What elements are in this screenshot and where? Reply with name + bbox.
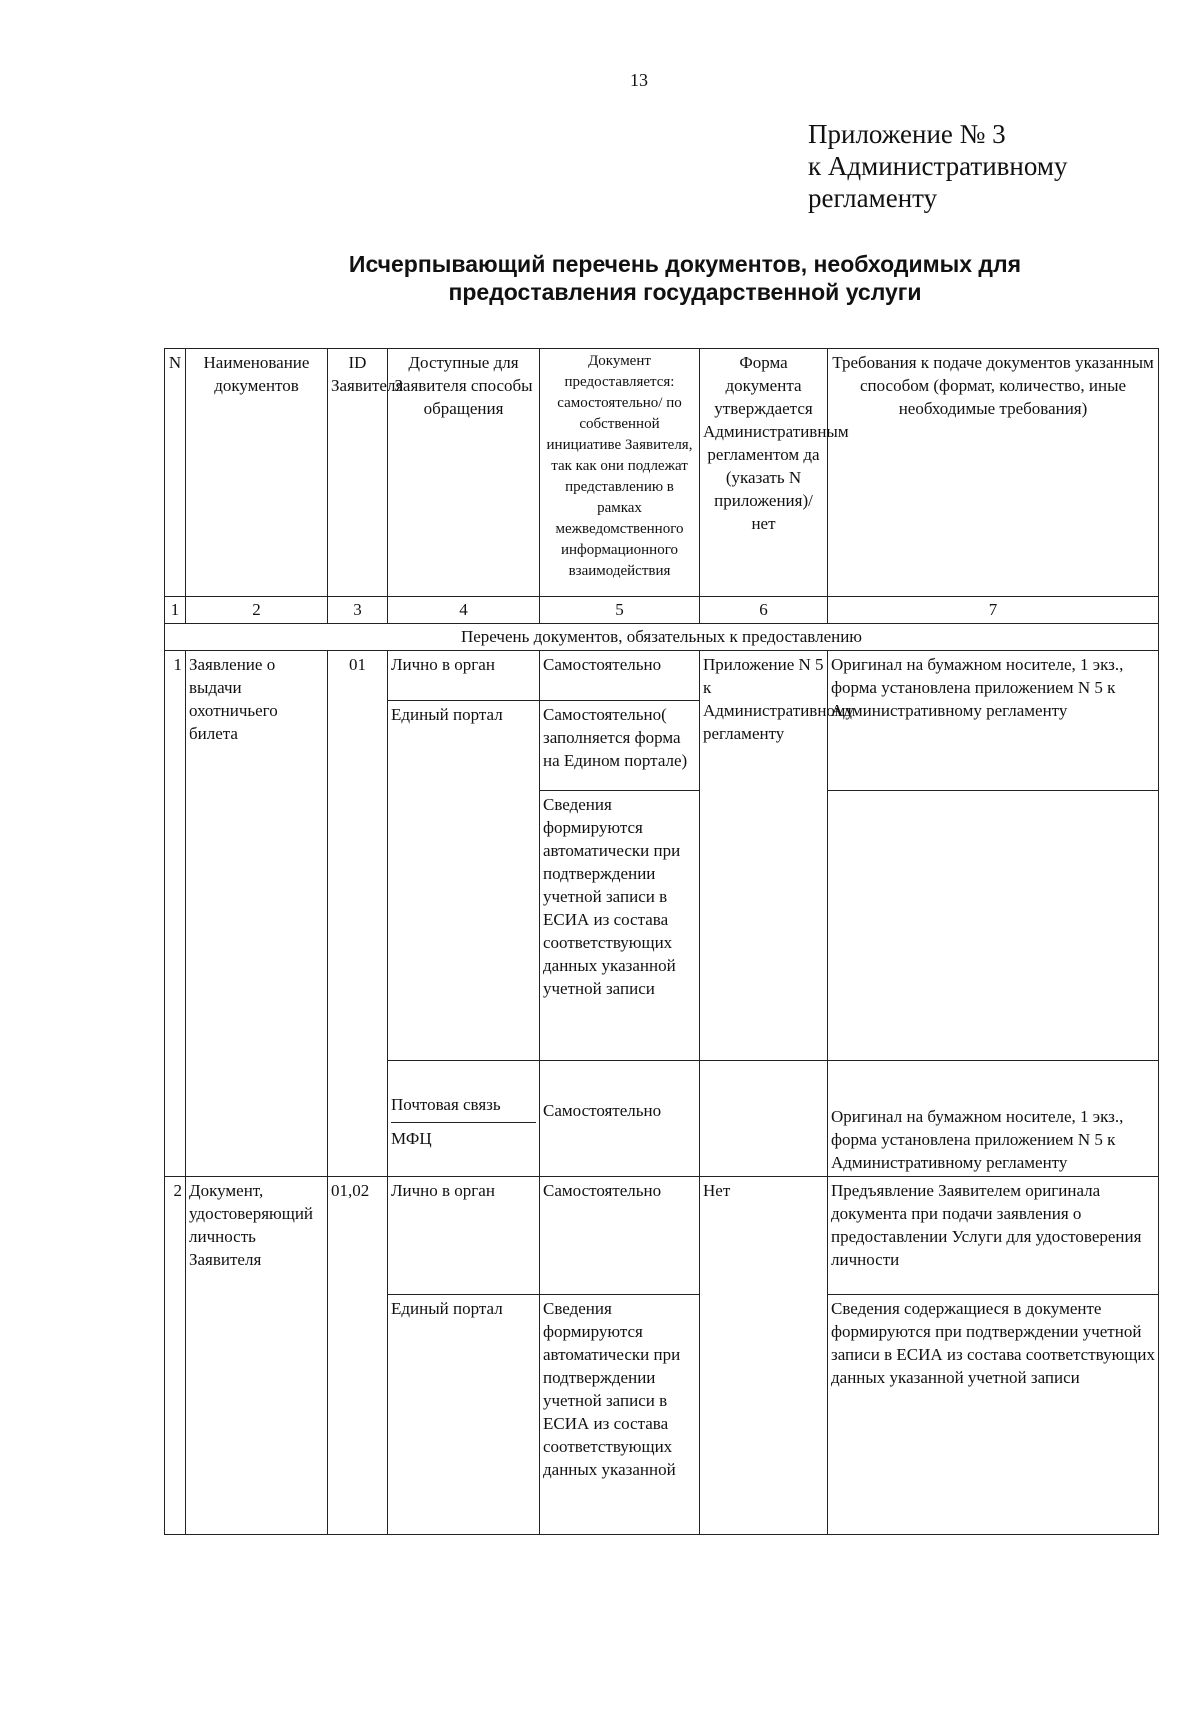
document-name: Заявление о выдачи охотничьего билета xyxy=(186,651,328,1177)
col-number: 2 xyxy=(186,597,328,624)
row-number: 2 xyxy=(165,1177,186,1535)
requirements-portal: Сведения содержащиеся в документе формируются при подтверждении учетной записи в ЕСИА из состава соответствующих данных указанной учетной записи xyxy=(828,1295,1159,1535)
source-portal: Сведения формируются автоматически при подтверждении учетной записи в ЕСИА из состава соответствующих данных указанной xyxy=(540,1295,700,1535)
column-number-row xyxy=(165,597,1159,624)
document-name: Документ, удостоверяющий личность Заявителя xyxy=(186,1177,328,1535)
header-requirements: Требования к подаче документов указанным способом (формат, количество, иные необходимые требования) xyxy=(828,349,1159,597)
documents-table xyxy=(164,348,1159,1535)
requirements-post: Оригинал на бумажном носителе, 1 экз., форма установлена приложением N 5 к Административному регламенту xyxy=(828,1061,1159,1177)
header-n: N xyxy=(165,349,186,597)
row-number: 1 xyxy=(165,651,186,1177)
col-number: 1 xyxy=(165,597,186,624)
method-post-mfc xyxy=(388,1061,540,1177)
section-row xyxy=(165,624,1159,651)
method-personal: Лично в орган xyxy=(388,651,540,701)
requirements-personal: Предъявление Заявителем оригинала документа при подачи заявления о предоставлении Услуги для удостоверения личности xyxy=(828,1177,1159,1295)
method-post: Почтовая связь xyxy=(391,1095,501,1114)
source-post: Самостоятельно xyxy=(540,1061,700,1177)
header-form: Форма документа утверждается Административным регламентом да (указать N приложения)/ нет xyxy=(700,349,828,597)
header-methods: Доступные для Заявителя способы обращения xyxy=(388,349,540,597)
source-portal-auto: Сведения формируются автоматически при подтверждении учетной записи в ЕСИА из состава соответствующих данных указанной учетной записи xyxy=(540,791,700,1061)
requirements-personal-portal: Оригинал на бумажном носителе, 1 экз., форма установлена приложением N 5 к Административному регламенту xyxy=(828,651,1159,791)
document-title xyxy=(300,250,1070,306)
source-personal: Самостоятельно xyxy=(540,1177,700,1295)
title-line-2: предоставления государственной услуги xyxy=(448,279,922,305)
appendix-line-1: Приложение № 3 xyxy=(808,119,1006,149)
source-portal-fill: Самостоятельно( заполняется форма на Едином портале) xyxy=(540,701,700,791)
method-portal: Единый портал xyxy=(388,701,540,1061)
header-row xyxy=(165,349,1159,597)
table-row xyxy=(165,651,1159,701)
form-empty xyxy=(700,1061,828,1177)
table-row xyxy=(165,1177,1159,1295)
col-number: 7 xyxy=(828,597,1159,624)
appendix-label xyxy=(808,118,1067,214)
requirements-empty xyxy=(828,791,1159,1061)
applicant-id: 01,02 xyxy=(328,1177,388,1535)
title-line-1: Исчерпывающий перечень документов, необходимых для xyxy=(348,251,1022,277)
col-number: 5 xyxy=(540,597,700,624)
form-approval: Нет xyxy=(700,1177,828,1535)
applicant-id: 01 xyxy=(328,651,388,1177)
col-number: 6 xyxy=(700,597,828,624)
col-number: 4 xyxy=(388,597,540,624)
form-approval: Приложение N 5 к Административному регламенту xyxy=(700,651,828,1061)
method-mfc: МФЦ xyxy=(391,1122,536,1150)
source-personal: Самостоятельно xyxy=(540,651,700,701)
page-number: 13 xyxy=(630,70,648,90)
method-personal: Лично в орган xyxy=(388,1177,540,1295)
header-source: Документ предоставляется: самостоятельно/ по собственной инициативе Заявителя, так как они подлежат представлению в рамках межведомственного информационного взаимодействия xyxy=(540,349,700,597)
appendix-line-2: к Административному xyxy=(808,151,1068,181)
appendix-line-3: регламенту xyxy=(808,183,938,213)
header-name: Наименование документов xyxy=(186,349,328,597)
method-portal: Единый портал xyxy=(388,1295,540,1535)
section-title: Перечень документов, обязательных к предоставлению xyxy=(165,624,1159,651)
col-number: 3 xyxy=(328,597,388,624)
header-id: ID Заявителя xyxy=(328,349,388,597)
